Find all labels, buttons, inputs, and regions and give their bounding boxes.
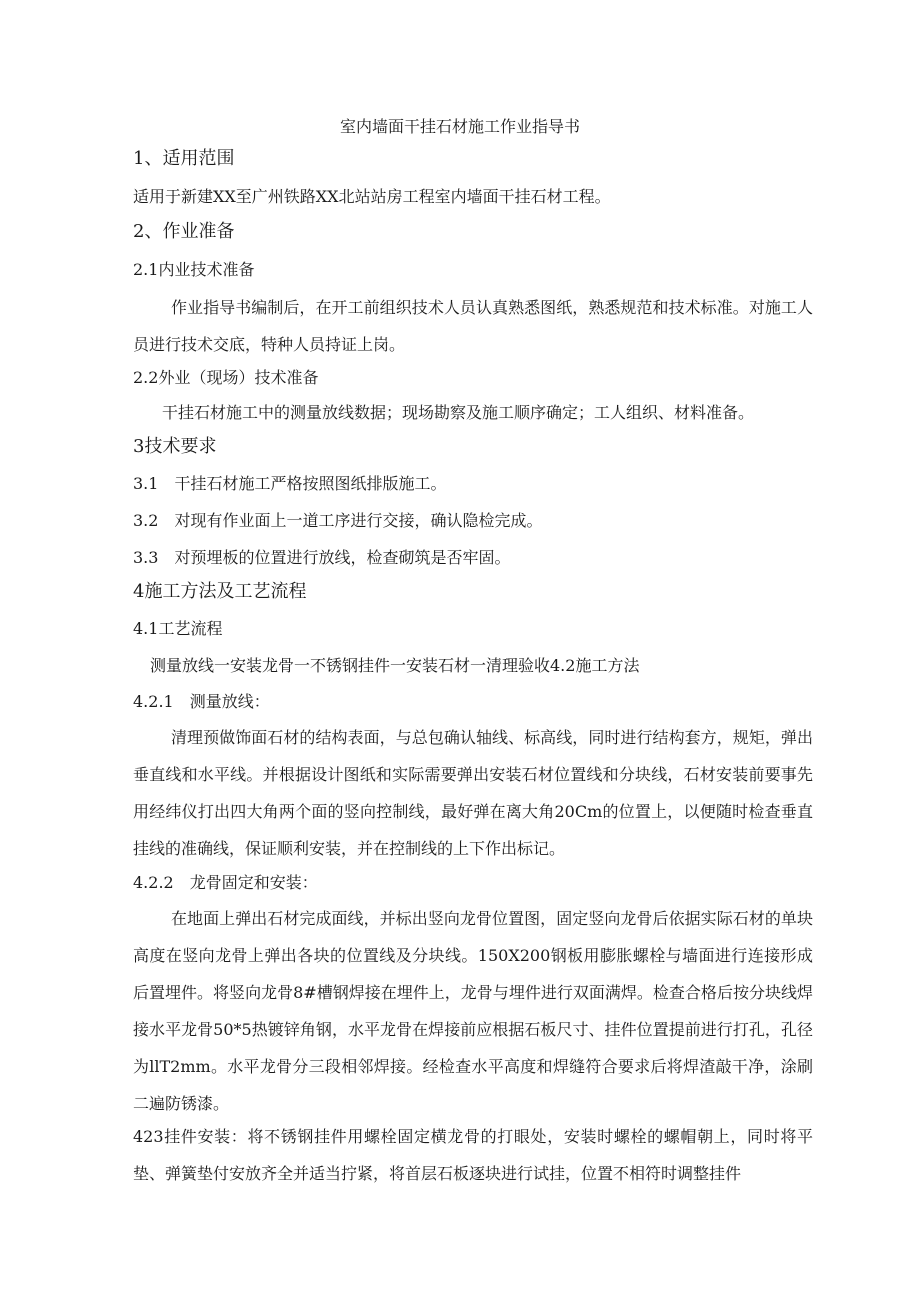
- section-4-1-body: 测量放线一安装龙骨一不锈钢挂件一安装石材一清理验收4.2施工方法: [150, 656, 640, 675]
- section-4-heading: 4施工方法及工艺流程: [133, 581, 307, 602]
- section-4-2-2-heading: 4.2.2 龙骨固定和安装：: [133, 873, 318, 892]
- section-3-2: 3.2 对现有作业面上一道工序进行交接，确认隐检完成。: [133, 511, 543, 530]
- section-4-1-heading: 4.1工艺流程: [133, 619, 223, 638]
- section-1-heading: 1、适用范围: [133, 148, 235, 169]
- section-4-2-1-heading: 4.2.1 测量放线：: [133, 692, 270, 711]
- section-2-2-body: 干挂石材施工中的测量放线数据；现场勘察及施工顺序确定；工人组织、材料准备。: [162, 403, 755, 422]
- section-4-2-2-body: 在地面上弹出石材完成面线，并标出竖向龙骨位置图，固定竖向龙骨后依据实际石材的单块高度在竖向龙骨上弹出各块的位置线及分块线。150X200钢板用膨胀螺栓与墙面进行连接形成后置埋件。将竖向龙骨8#槽钢焊接在埋件上，龙骨与埋件进行双面满焊。检查合格后按分块线焊接水平龙骨50*5热镀锌角钢，水平龙骨在焊接前应根据石板尺寸、挂件位置提前进行打孔，孔径为llT2mm。水平龙骨分三段相邻焊接。经检查水平高度和焊缝符合要求后将焊渣敲干净，涂刷二遍防锈漆。: [133, 909, 813, 1113]
- section-1-body: 适用于新建XX至广州铁路XX北站站房工程室内墙面干挂石材工程。: [133, 187, 611, 206]
- section-2-1-body: 作业指导书编制后，在开工前组织技术人员认真熟悉图纸，熟悉规范和技术标准。对施工人员进行技术交底，特种人员持证上岗。: [133, 298, 813, 354]
- section-4-2-1-body: 清理预做饰面石材的结构表面，与总包确认轴线、标高线，同时进行结构套方，规矩，弹出垂直线和水平线。并根据设计图纸和实际需要弹出安装石材位置线和分块线，石材安装前要事先用经纬仪打出四大角两个面的竖向控制线，最好弹在离大角20Cm的位置上，以便随时检查垂直挂线的准确线，保证顺利安装，并在控制线的上下作出标记。: [133, 728, 813, 858]
- section-2-1-heading: 2.1内业技术准备: [133, 260, 255, 279]
- section-4-2-3-body: 423挂件安装：将不锈钢挂件用螺栓固定横龙骨的打眼处，安装时螺栓的螺帽朝上，同时将平垫、弹簧垫付安放齐全并适当拧紧，将首层石板逐块进行试挂，位置不相符时调整挂件: [133, 1127, 813, 1183]
- section-3-heading: 3技术要求: [133, 436, 217, 457]
- section-3-3: 3.3 对预埋板的位置进行放线，检查砌筑是否牢固。: [133, 548, 511, 567]
- section-3-1: 3.1 干挂石材施工严格按照图纸排版施工。: [133, 474, 447, 493]
- section-2-2-heading: 2.2外业（现场）技术准备: [133, 368, 319, 387]
- page-title: 室内墙面干挂石材施工作业指导书: [339, 117, 580, 136]
- section-2-heading: 2、作业准备: [133, 221, 235, 242]
